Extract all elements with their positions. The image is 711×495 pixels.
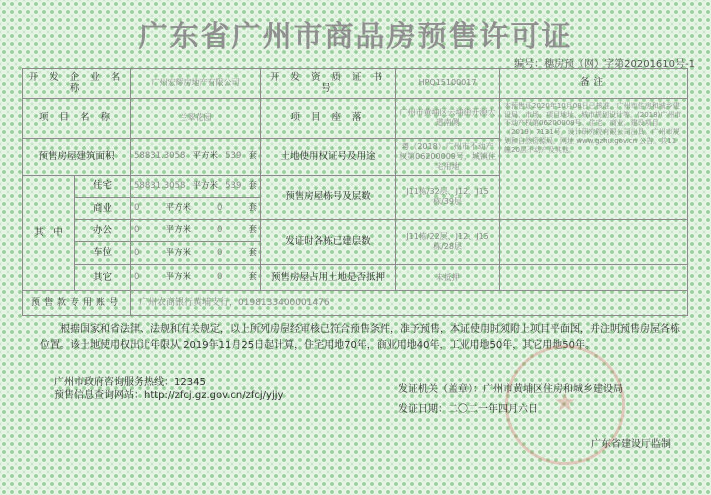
usage-count-unit: 套 — [248, 180, 257, 191]
usage-count: 539 — [225, 180, 242, 191]
qizhong-label: 其 中 — [23, 175, 75, 291]
contact-info — [54, 376, 283, 402]
usage-area-unit: 平方米 — [165, 247, 191, 258]
issuing-authority: 发证机关（盖章）：广州市黄埔区住房和城乡建设局 — [398, 384, 623, 395]
certificate-serial-number: 编号：穗房预（网）字第20201610号-1 — [514, 59, 695, 70]
usage-area-unit: 平方米 — [165, 225, 191, 236]
mortgage-value: 未抵押 — [396, 264, 500, 291]
escrow-account-value: 广州农商银行黄埔支行，0198133400001476 — [131, 291, 688, 316]
hotline-text: 广州市政府咨询服务热线：12345 — [54, 377, 206, 388]
usage-area-unit: 平方米 — [165, 272, 191, 283]
usage-count-unit: 套 — [248, 272, 257, 283]
usage-area-unit: 平方米 — [192, 180, 219, 191]
usage-area-number: 58831.3058 — [134, 180, 186, 191]
issued-floors-label: 发证时各栋已建层数 — [261, 220, 396, 265]
remarks-blank-bottom — [500, 264, 688, 291]
mortgage-label: 预售房屋占用土地是否抵押 — [261, 264, 396, 291]
website-text: 预售信息查询网站：http://zfcj.gz.gov.cn/zfcj/yjjy — [54, 390, 284, 401]
usage-area-residential — [131, 175, 261, 197]
usage-area-commercial — [131, 197, 261, 219]
project-name-value: 兰翠花园 — [131, 98, 261, 138]
qualification-value: HPQ15100017 — [396, 69, 500, 99]
usage-count: 0 — [217, 272, 223, 283]
usage-count: 0 — [217, 225, 223, 236]
usage-type-residential: 住宅 — [75, 175, 131, 197]
usage-area-number: 0 — [134, 272, 140, 283]
building-floors-value: J11栋/32层、J12、J15栋/39层 — [396, 175, 500, 220]
usage-area-number: 0 — [134, 203, 140, 214]
usage-area-number: 0 — [134, 225, 140, 236]
escrow-account-label: 预售款专用账号 — [23, 291, 131, 316]
usage-type-office: 办公 — [75, 220, 131, 242]
presale-unit-count: 539 — [225, 151, 242, 162]
certificate-body-text: 根据国家和省法律、法规和有关规定，以上所列房屋经审核已符合预售条件，准予预售，本证使用时须附上项目平面图，并注明预售房屋各栋位置。该土地使用权出让年限从 2019年11月25日起计算，住宅用地70年，商业用地40年，工业用地50年，其它用地50年。 — [40, 324, 680, 351]
usage-area-number: 0 — [134, 247, 140, 258]
building-floors-label: 预售房屋栋号及层数 — [261, 175, 396, 220]
certificate-title: 广东省广州市商品房预售许可证 — [138, 19, 573, 53]
issuer-block — [398, 380, 623, 420]
usage-area-parking — [131, 242, 261, 264]
usage-count-unit: 套 — [248, 247, 257, 258]
developer-label: 开 发 企 业 名 称 — [23, 69, 131, 99]
land-cert-value: 粤（2018）广州市不动产权第06200009号，城镇住宅用地 — [396, 138, 500, 175]
developer-value: 广州宏辉房地产有限公司 — [131, 69, 261, 99]
presale-area-number: 58831.3058 — [134, 151, 186, 162]
certificate-table — [22, 68, 688, 316]
presale-area-cell — [131, 138, 261, 175]
usage-area-other — [131, 264, 261, 291]
usage-type-parking: 车位 — [75, 242, 131, 264]
qualification-label: 开 发 资 质 证 书 号 — [261, 69, 396, 99]
supervised-by: 广东省建设厅监制 — [591, 439, 671, 450]
issue-date: 发证日期：二〇二一年四月六日 — [398, 404, 538, 415]
remarks-label: 备注 — [500, 69, 688, 99]
presale-unit-count-unit: 套 — [248, 151, 257, 162]
usage-count-unit: 套 — [248, 225, 257, 236]
project-name-label: 项 目 名 称 — [23, 98, 131, 138]
issued-floors-value: J11栋/22层、J12、J15栋/28层 — [396, 220, 500, 265]
usage-type-other: 其它 — [75, 264, 131, 291]
usage-count: 0 — [217, 247, 223, 258]
usage-count-unit: 套 — [248, 203, 257, 214]
usage-count: 0 — [217, 203, 223, 214]
presale-area-label: 预售房屋建筑面积 — [23, 138, 131, 175]
project-location-value: 广州市黄埔区云埔街开源大道南侧 — [396, 98, 500, 138]
usage-area-office — [131, 220, 261, 242]
usage-type-commercial: 商业 — [75, 197, 131, 219]
presale-area-unit: 平方米 — [192, 151, 219, 162]
seal-star-icon: ★ — [553, 388, 577, 418]
remarks-content: 本预售证2020年10月08日已核准。广州市住房和城乡建设局、市场、项目地址、城市规划设计等。(2018)广州市不动产权第06200009号、住宅、商业。建设项目（2019）7131号。设计研究院有限公司出具。广州市规划和自然资源局。网址 www.gzhu.gov.cn 公告。共11幢20层不动产及其他。 — [500, 98, 688, 219]
project-location-label: 项 目 座 落 — [261, 98, 396, 138]
usage-area-unit: 平方米 — [165, 203, 191, 214]
land-cert-label: 土地使用权证号及用途 — [261, 138, 396, 175]
